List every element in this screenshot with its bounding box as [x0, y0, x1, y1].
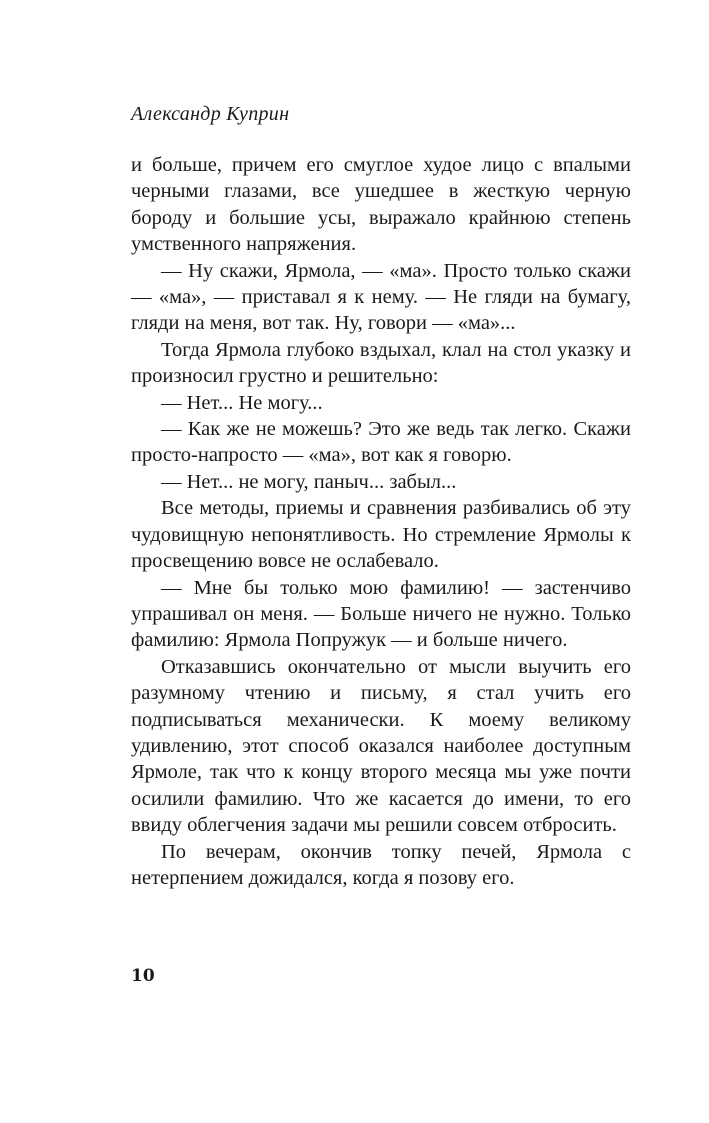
- paragraph: Отказавшись окончательно от мысли выучить его разумному чтению и письму, я стал учить его подписываться механически. К моему великому удивлению, этот способ оказался наиболее доступным Ярмоле, так что к концу второго месяца мы уже почти осилили фамилию. Что же касается до имени, то его ввиду облегчения задачи мы решили совсем отбросить.: [131, 655, 631, 837]
- paragraph: Все методы, приемы и сравнения разбивались об эту чудовищную непонятливость. Но стремление Ярмолы к просвещению вовсе не ослабевало.: [131, 497, 631, 573]
- page-number: 10: [131, 966, 155, 986]
- body-text: [131, 152, 631, 891]
- paragraph: По вечерам, окончив топку печей, Ярмола с нетерпением дожидался, когда я позову его.: [131, 840, 631, 889]
- paragraph: и больше, причем его смуглое худое лицо с впалыми черными глазами, все ушедшее в жесткую черную бороду и большие усы, выражало крайнюю степень умственного напряжения.: [131, 154, 631, 256]
- paragraph: Тогда Ярмола глубоко вздыхал, клал на стол указку и произносил грустно и решительно:: [131, 338, 631, 388]
- paragraph: — Нет... Не могу...: [161, 391, 323, 414]
- paragraph: — Мне бы только мою фамилию! — застенчиво упрашивал он меня. — Больше ничего не нужно. Только фамилию: Ярмола Попружук — и больше ничего.: [131, 576, 631, 652]
- running-head: Александр Куприн: [131, 103, 290, 125]
- paragraph: — Нет... не могу, паныч... забыл...: [161, 470, 457, 493]
- paragraph: — Ну скажи, Ярмола, — «ма». Просто только скажи — «ма», — приставал я к нему. — Не гляди на бумагу, гляди на меня, вот так. Ну, говори — «ма»...: [131, 259, 631, 335]
- paragraph: — Как же не можешь? Это же ведь так легко. Скажи просто-напросто — «ма», вот как я говорю.: [131, 418, 631, 467]
